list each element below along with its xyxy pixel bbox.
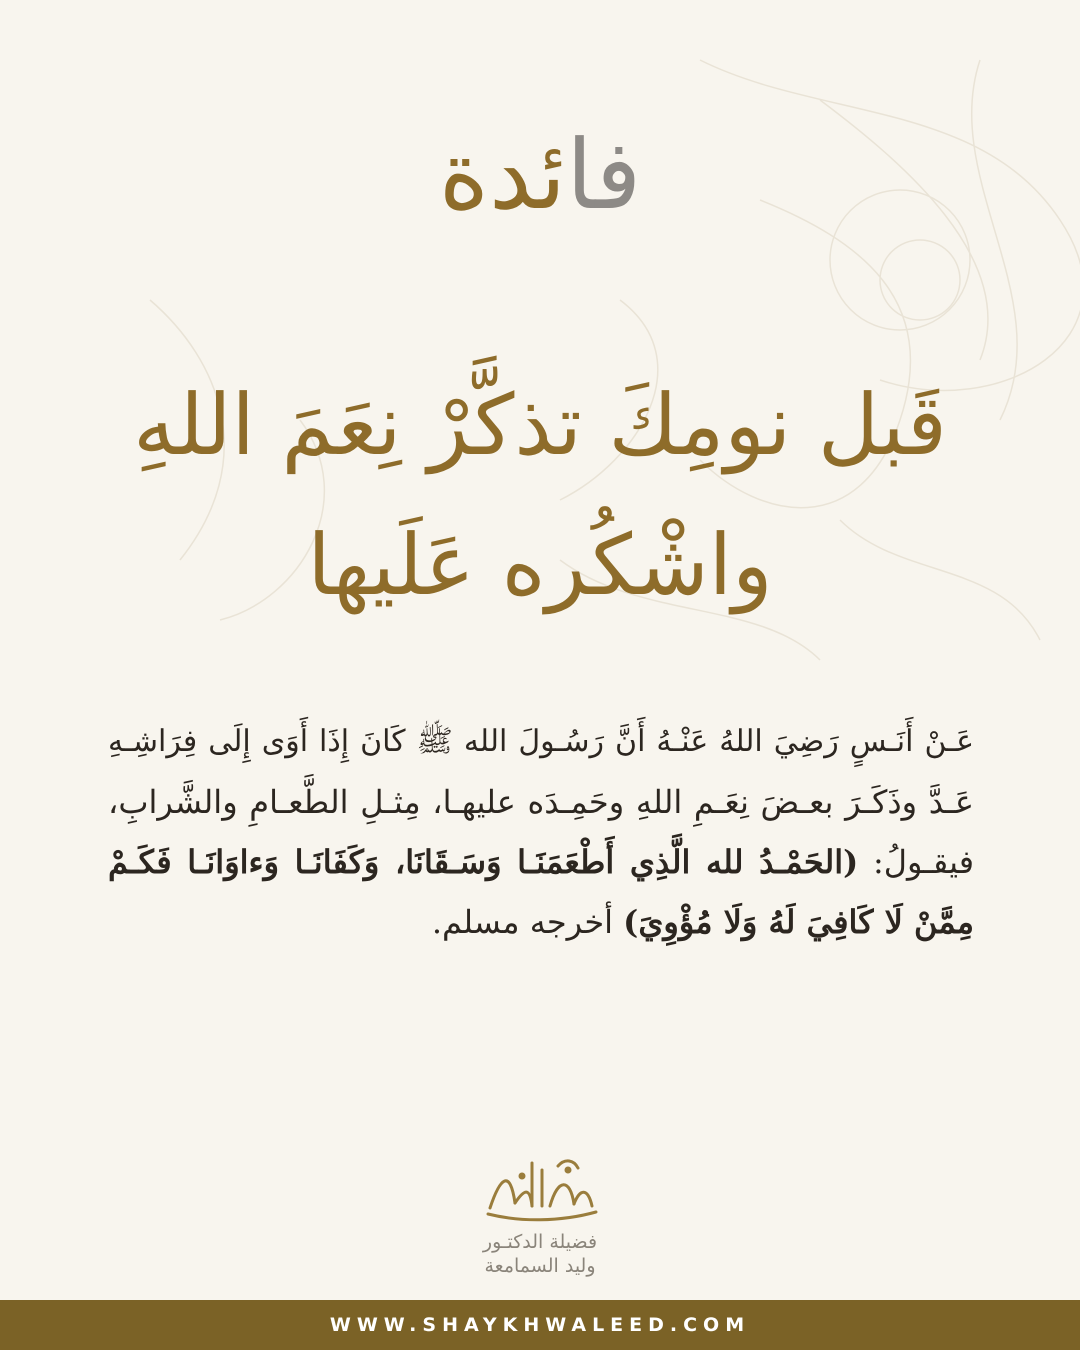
- label-faida-part2: ئدة: [438, 119, 567, 231]
- hadith-line1: عَـنْ أَنَـسٍ رَضِيَ اللهُ عَنْـهُ أَنَّ رَسُـولَ الله ﷺ كَانَ إِذَا أَوَى إِلَى فِرَاشِـهِ: [108, 724, 974, 759]
- headline-line2: واشْكُره عَلَيها: [307, 516, 773, 614]
- hadith-text: [108, 712, 974, 952]
- footer-bar: [0, 1300, 1080, 1350]
- hadith-line4-dua: مِمَّنْ لَا كَافِيَ لَهُ وَلَا مُؤْوِيَ): [623, 903, 974, 941]
- author-title: فضيلة الدكتـور: [482, 1231, 598, 1253]
- label-faida-part1: فا: [566, 119, 642, 231]
- signature-logo: [470, 1148, 610, 1228]
- author-name: وليد السمامعة: [484, 1255, 596, 1277]
- headline-line1: قَبل نومِكَ تذكَّرْ نِعَمَ اللهِ: [133, 376, 947, 474]
- headline: [80, 355, 1000, 635]
- author-credit: [390, 1230, 690, 1278]
- hadith-line3-plain: فيقـولُ:: [872, 843, 975, 881]
- hadith-line4-plain: أخرجه مسلم.: [431, 903, 613, 941]
- hadith-line2: عَـدَّ وذَكَـرَ بعـضَ نِعَـمِ اللهِ وحَمِـدَه عليهـا، مِثـلِ الطَّعـامِ والشَّرابِ،: [108, 783, 974, 821]
- website-link[interactable]: WWW.SHAYKHWALEED.COM: [329, 1314, 751, 1336]
- hadith-line3-dua: (الحَمْـدُ لله الَّذِي أَطْعَمَنَـا وَسَـقَانَا، وَكَفَانَـا وَءاوَانَـا فَكَـمْ: [108, 843, 859, 881]
- label-faida: [0, 95, 1080, 255]
- hadith-line4: [108, 892, 974, 952]
- hadith-line3: [108, 832, 974, 892]
